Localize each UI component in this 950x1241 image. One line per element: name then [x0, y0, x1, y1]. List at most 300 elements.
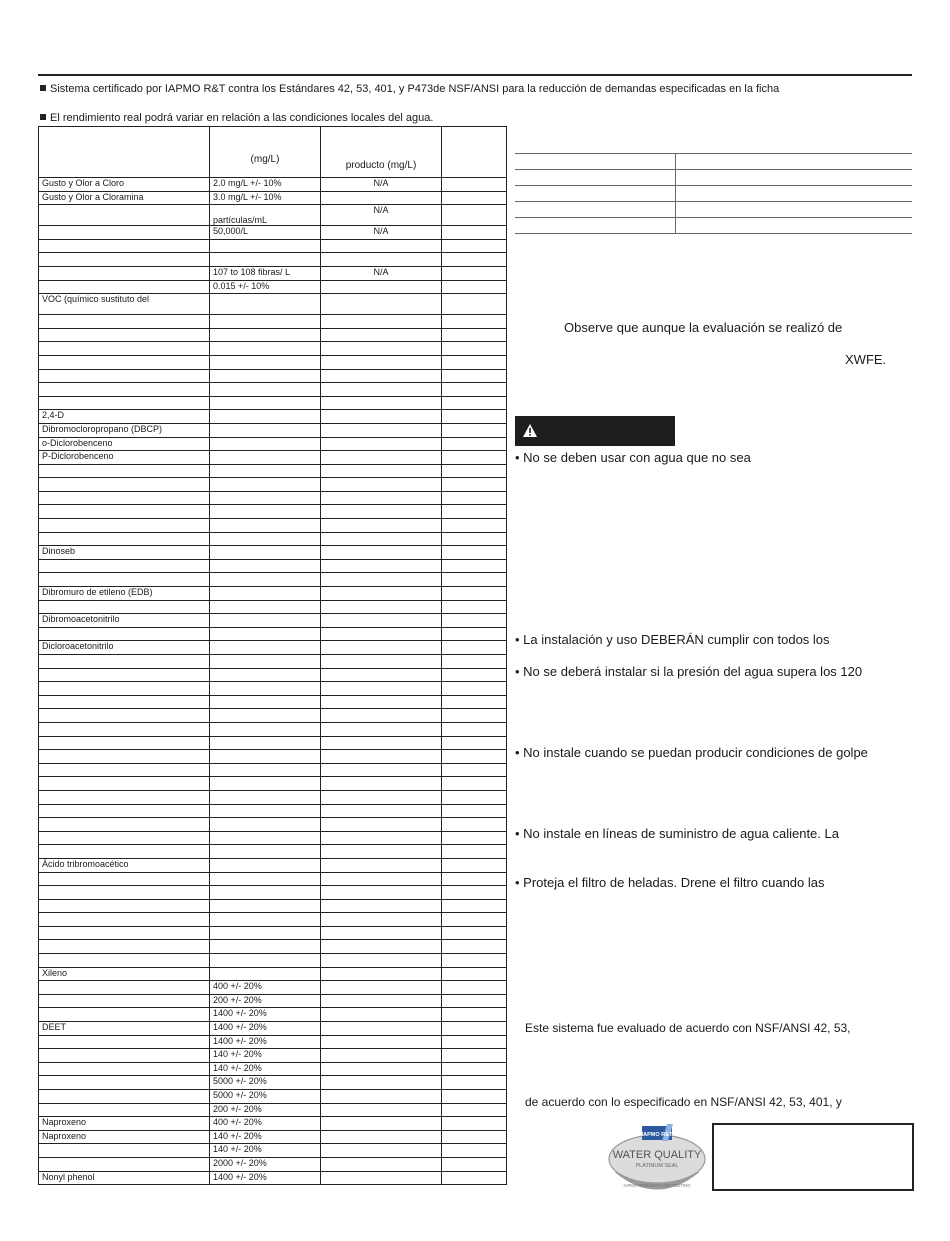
reduction-cell — [442, 736, 507, 750]
table-row — [39, 1117, 507, 1131]
table-row — [39, 994, 507, 1008]
product-cell — [321, 940, 442, 954]
influent-cell — [210, 709, 321, 723]
contaminant-cell: 2,4-D — [39, 410, 210, 424]
product-cell — [321, 627, 442, 641]
table-row — [39, 383, 507, 397]
reduction-cell — [442, 750, 507, 764]
reduction-cell — [442, 1049, 507, 1063]
product-cell — [321, 505, 442, 519]
contaminant-cell — [39, 777, 210, 791]
influent-cell: 1400 +/- 20% — [210, 1171, 321, 1185]
product-cell — [321, 355, 442, 369]
table-row — [39, 328, 507, 342]
contaminant-cell — [39, 750, 210, 764]
reduction-cell — [442, 777, 507, 791]
reduction-cell — [442, 967, 507, 981]
contaminant-cell — [39, 369, 210, 383]
reduction-cell — [442, 573, 507, 587]
table-row — [39, 913, 507, 927]
contaminant-cell — [39, 1008, 210, 1022]
header-cell-influent: (mg/L) — [210, 127, 321, 178]
influent-cell: 140 +/- 20% — [210, 1062, 321, 1076]
contaminant-cell — [39, 655, 210, 669]
table-row — [39, 1076, 507, 1090]
contaminant-cell — [39, 600, 210, 614]
influent-cell — [210, 396, 321, 410]
table-row — [39, 505, 507, 519]
product-cell — [321, 1103, 442, 1117]
influent-cell — [210, 872, 321, 886]
table-row — [39, 722, 507, 736]
influent-cell — [210, 559, 321, 573]
contaminant-cell — [39, 253, 210, 267]
reduction-cell — [442, 668, 507, 682]
table-row — [39, 926, 507, 940]
table-row — [39, 668, 507, 682]
product-cell — [321, 478, 442, 492]
reduction-cell — [442, 315, 507, 329]
influent-cell: 140 +/- 20% — [210, 1130, 321, 1144]
table-row — [39, 967, 507, 981]
contaminant-cell — [39, 1144, 210, 1158]
table-row — [39, 981, 507, 995]
influent-cell — [210, 967, 321, 981]
product-cell — [321, 239, 442, 253]
product-cell — [321, 328, 442, 342]
influent-cell — [210, 899, 321, 913]
table-row — [39, 750, 507, 764]
table-row — [39, 1008, 507, 1022]
table-row — [39, 342, 507, 356]
influent-cell: 5000 +/- 20% — [210, 1076, 321, 1090]
influent-cell: 0.015 +/- 10% — [210, 280, 321, 294]
product-cell — [321, 899, 442, 913]
contaminant-cell — [39, 899, 210, 913]
table-row — [39, 587, 507, 601]
square-bullet-icon — [40, 85, 46, 91]
product-cell — [321, 191, 442, 205]
reduction-cell — [442, 858, 507, 872]
reduction-cell — [442, 423, 507, 437]
contaminant-cell: Dibromuro de etileno (EDB) — [39, 587, 210, 601]
reduction-cell — [442, 763, 507, 777]
reduction-cell — [442, 981, 507, 995]
contaminant-cell — [39, 559, 210, 573]
influent-cell — [210, 451, 321, 465]
product-cell — [321, 994, 442, 1008]
contaminant-cell: VOC (químico sustituto del — [39, 294, 210, 315]
product-cell — [321, 1130, 442, 1144]
influent-cell — [210, 763, 321, 777]
reduction-cell — [442, 253, 507, 267]
influent-cell — [210, 342, 321, 356]
contaminant-reduction-table — [38, 126, 506, 1185]
product-cell — [321, 1008, 442, 1022]
influent-cell — [210, 736, 321, 750]
reduction-cell — [442, 682, 507, 696]
influent-cell: 50,000/L — [210, 226, 321, 240]
product-cell — [321, 546, 442, 560]
influent-cell — [210, 695, 321, 709]
header-cell-reduction — [442, 127, 507, 178]
contaminant-cell — [39, 1049, 210, 1063]
product-cell — [321, 695, 442, 709]
product-cell — [321, 804, 442, 818]
contaminant-cell — [39, 682, 210, 696]
svg-text:WATER QUALITY: WATER QUALITY — [612, 1149, 702, 1161]
contaminant-cell — [39, 1076, 210, 1090]
influent-cell — [210, 328, 321, 342]
reduction-cell — [442, 342, 507, 356]
contaminant-cell — [39, 573, 210, 587]
product-cell — [321, 858, 442, 872]
reduction-cell — [442, 410, 507, 424]
table-row — [39, 614, 507, 628]
table-row — [39, 736, 507, 750]
table-row — [39, 777, 507, 791]
contaminant-cell — [39, 532, 210, 546]
influent-cell: 400 +/- 20% — [210, 1117, 321, 1131]
contaminant-cell: Xileno — [39, 967, 210, 981]
contaminant-cell: Dinoseb — [39, 546, 210, 560]
reduction-cell — [442, 396, 507, 410]
reduction-cell — [442, 587, 507, 601]
contaminant-cell — [39, 491, 210, 505]
contaminant-cell — [39, 1157, 210, 1171]
product-cell — [321, 1090, 442, 1104]
contaminant-cell — [39, 818, 210, 832]
product-cell: N/A — [321, 178, 442, 192]
contaminant-cell: P-Diclorobenceno — [39, 451, 210, 465]
contaminant-cell — [39, 695, 210, 709]
contaminant-cell — [39, 396, 210, 410]
influent-cell — [210, 423, 321, 437]
table-row — [39, 627, 507, 641]
product-cell — [321, 294, 442, 315]
contaminant-cell — [39, 205, 210, 226]
influent-cell — [210, 913, 321, 927]
influent-cell — [210, 519, 321, 533]
influent-cell — [210, 804, 321, 818]
reduction-cell — [442, 532, 507, 546]
influent-cell — [210, 627, 321, 641]
product-cell — [321, 1062, 442, 1076]
reduction-cell — [442, 478, 507, 492]
table-row — [39, 600, 507, 614]
table-row — [39, 266, 507, 280]
table-row — [39, 464, 507, 478]
spec-row — [515, 217, 912, 234]
contaminant-cell: Dibromocloropropano (DBCP) — [39, 423, 210, 437]
performance-note: El rendimiento real podrá variar en relación a las condiciones locales del agua. — [40, 112, 433, 124]
product-cell — [321, 573, 442, 587]
table-row — [39, 695, 507, 709]
contaminant-cell: o-Diclorobenceno — [39, 437, 210, 451]
table-row — [39, 763, 507, 777]
contaminant-cell — [39, 328, 210, 342]
product-cell — [321, 954, 442, 968]
influent-cell — [210, 790, 321, 804]
product-cell — [321, 655, 442, 669]
reduction-cell — [442, 1103, 507, 1117]
product-cell — [321, 410, 442, 424]
warning-item: • No instale cuando se puedan producir condiciones de golpe — [515, 745, 868, 760]
product-cell — [321, 1035, 442, 1049]
product-cell — [321, 722, 442, 736]
influent-cell — [210, 641, 321, 655]
product-cell — [321, 886, 442, 900]
table-row — [39, 1130, 507, 1144]
product-cell — [321, 750, 442, 764]
spec-row — [515, 169, 912, 185]
table-row — [39, 423, 507, 437]
certification-note: Sistema certificado por IAPMO R&T contra los Estándares 42, 53, 401, y P473de NSF/ANSI para la reducción de demandas especificadas en la ficha — [40, 83, 779, 95]
reduction-cell — [442, 437, 507, 451]
contaminant-cell — [39, 736, 210, 750]
table-row — [39, 451, 507, 465]
water-quality-seal-logo — [604, 1123, 710, 1193]
product-cell — [321, 280, 442, 294]
product-cell — [321, 818, 442, 832]
table-row — [39, 1035, 507, 1049]
reduction-cell — [442, 1117, 507, 1131]
contaminant-cell — [39, 505, 210, 519]
header-cell-contaminant — [39, 127, 210, 178]
table-row — [39, 573, 507, 587]
influent-cell — [210, 253, 321, 267]
contaminant-cell: Naproxeno — [39, 1130, 210, 1144]
contaminant-cell — [39, 668, 210, 682]
contaminant-cell — [39, 994, 210, 1008]
product-cell — [321, 1022, 442, 1036]
header-cell-product: producto (mg/L) — [321, 127, 442, 178]
specifications-table — [515, 153, 912, 234]
svg-text:IAPMO RESEARCH AND TESTING: IAPMO RESEARCH AND TESTING — [623, 1183, 691, 1188]
influent-cell — [210, 886, 321, 900]
reduction-cell — [442, 369, 507, 383]
contaminant-cell — [39, 763, 210, 777]
product-cell — [321, 369, 442, 383]
influent-cell — [210, 750, 321, 764]
contaminant-cell — [39, 940, 210, 954]
table-row — [39, 280, 507, 294]
spec-row — [515, 201, 912, 217]
product-cell — [321, 981, 442, 995]
influent-cell — [210, 655, 321, 669]
contaminant-cell: Dibromoacetonitrilo — [39, 614, 210, 628]
influent-cell: 200 +/- 20% — [210, 1103, 321, 1117]
influent-cell — [210, 777, 321, 791]
table-row — [39, 1062, 507, 1076]
influent-cell: 140 +/- 20% — [210, 1144, 321, 1158]
influent-cell: partículas/mL — [210, 205, 321, 226]
influent-cell: 140 +/- 20% — [210, 1049, 321, 1063]
table-row — [39, 858, 507, 872]
reduction-cell — [442, 505, 507, 519]
table-row — [39, 178, 507, 192]
product-cell — [321, 1117, 442, 1131]
table-row — [39, 205, 507, 226]
contaminant-cell — [39, 926, 210, 940]
influent-cell — [210, 682, 321, 696]
contaminant-cell — [39, 464, 210, 478]
reduction-cell — [442, 178, 507, 192]
reduction-cell — [442, 722, 507, 736]
reduction-cell — [442, 600, 507, 614]
reduction-cell — [442, 355, 507, 369]
svg-text:PLATINUM SEAL: PLATINUM SEAL — [635, 1163, 679, 1169]
contaminant-cell — [39, 315, 210, 329]
contaminant-cell — [39, 790, 210, 804]
influent-cell — [210, 926, 321, 940]
reduction-cell — [442, 804, 507, 818]
spec-row — [515, 153, 912, 169]
product-cell — [321, 641, 442, 655]
contaminant-cell — [39, 722, 210, 736]
table-row — [39, 437, 507, 451]
reduction-cell — [442, 1035, 507, 1049]
product-cell — [321, 926, 442, 940]
reduction-cell — [442, 926, 507, 940]
reduction-cell — [442, 899, 507, 913]
table-row — [39, 294, 507, 315]
spec-row — [515, 185, 912, 201]
table-row — [39, 1022, 507, 1036]
influent-cell — [210, 818, 321, 832]
product-cell — [321, 1157, 442, 1171]
warning-item: • La instalación y uso DEBERÁN cumplir con todos los — [515, 632, 830, 647]
product-cell — [321, 682, 442, 696]
product-cell — [321, 600, 442, 614]
contaminant-cell — [39, 886, 210, 900]
reduction-cell — [442, 709, 507, 723]
contaminant-cell: Naproxeno — [39, 1117, 210, 1131]
table-row — [39, 478, 507, 492]
reduction-cell — [442, 1022, 507, 1036]
influent-cell: 1400 +/- 20% — [210, 1022, 321, 1036]
product-cell — [321, 451, 442, 465]
contaminant-cell — [39, 709, 210, 723]
influent-cell — [210, 369, 321, 383]
reduction-cell — [442, 1157, 507, 1171]
contaminant-cell — [39, 226, 210, 240]
product-cell — [321, 396, 442, 410]
reduction-cell — [442, 954, 507, 968]
product-cell — [321, 872, 442, 886]
contaminant-cell — [39, 383, 210, 397]
warning-item: • No se deben usar con agua que no sea — [515, 450, 751, 465]
table-header-row — [39, 127, 507, 178]
contaminant-cell — [39, 831, 210, 845]
product-cell — [321, 464, 442, 478]
table-row — [39, 253, 507, 267]
warning-item: • No se deberá instalar si la presión del agua supera los 120 — [515, 664, 863, 679]
contaminant-cell — [39, 1090, 210, 1104]
reduction-cell — [442, 872, 507, 886]
contaminant-cell — [39, 478, 210, 492]
influent-cell — [210, 614, 321, 628]
contaminant-cell — [39, 845, 210, 859]
product-cell — [321, 763, 442, 777]
influent-cell — [210, 845, 321, 859]
product-cell — [321, 668, 442, 682]
contaminant-cell: Gusto y Olor a Cloramina — [39, 191, 210, 205]
reduction-cell — [442, 1144, 507, 1158]
product-cell: N/A — [321, 226, 442, 240]
influent-cell — [210, 831, 321, 845]
reduction-cell — [442, 294, 507, 315]
product-cell — [321, 587, 442, 601]
reduction-cell — [442, 559, 507, 573]
product-cell — [321, 913, 442, 927]
evaluation-note: Observe que aunque la evaluación se realizó de — [564, 320, 843, 335]
influent-cell — [210, 532, 321, 546]
influent-cell — [210, 546, 321, 560]
reduction-cell — [442, 845, 507, 859]
table-row — [39, 641, 507, 655]
header-rule — [38, 74, 912, 76]
table-row — [39, 519, 507, 533]
contaminant-cell — [39, 954, 210, 968]
table-row — [39, 315, 507, 329]
warning-triangle-icon — [523, 424, 537, 437]
reduction-cell — [442, 383, 507, 397]
contaminant-cell — [39, 519, 210, 533]
influent-cell: 2000 +/- 20% — [210, 1157, 321, 1171]
reduction-cell — [442, 266, 507, 280]
reduction-cell — [442, 1076, 507, 1090]
warning-item: • Proteja el filtro de heladas. Drene el filtro cuando las — [515, 875, 825, 890]
reduction-cell — [442, 886, 507, 900]
table-row — [39, 532, 507, 546]
table-row — [39, 872, 507, 886]
influent-cell: 1400 +/- 20% — [210, 1008, 321, 1022]
table-row — [39, 1171, 507, 1185]
table-row — [39, 682, 507, 696]
contaminant-cell — [39, 627, 210, 641]
contaminant-cell: Nonyl phenol — [39, 1171, 210, 1185]
product-cell — [321, 1049, 442, 1063]
reduction-cell — [442, 519, 507, 533]
svg-text:IAPMO R&T: IAPMO R&T — [641, 1132, 673, 1138]
reduction-cell — [442, 239, 507, 253]
product-cell — [321, 777, 442, 791]
reduction-cell — [442, 1062, 507, 1076]
influent-cell — [210, 437, 321, 451]
reduction-cell — [442, 818, 507, 832]
contaminant-cell: Dicloroacetonitrilo — [39, 641, 210, 655]
reduction-cell — [442, 205, 507, 226]
table-row — [39, 804, 507, 818]
table-row — [39, 899, 507, 913]
table-row — [39, 1103, 507, 1117]
contaminant-cell — [39, 239, 210, 253]
influent-cell: 3.0 mg/L +/- 10% — [210, 191, 321, 205]
product-cell — [321, 1076, 442, 1090]
certification-box — [712, 1123, 914, 1191]
product-cell — [321, 315, 442, 329]
product-cell: N/A — [321, 205, 442, 226]
product-cell — [321, 342, 442, 356]
model-name: XWFE. — [845, 352, 887, 367]
contaminant-cell — [39, 355, 210, 369]
influent-cell — [210, 587, 321, 601]
influent-cell — [210, 478, 321, 492]
contaminant-cell — [39, 804, 210, 818]
influent-cell: 1400 +/- 20% — [210, 1035, 321, 1049]
reduction-cell — [442, 790, 507, 804]
